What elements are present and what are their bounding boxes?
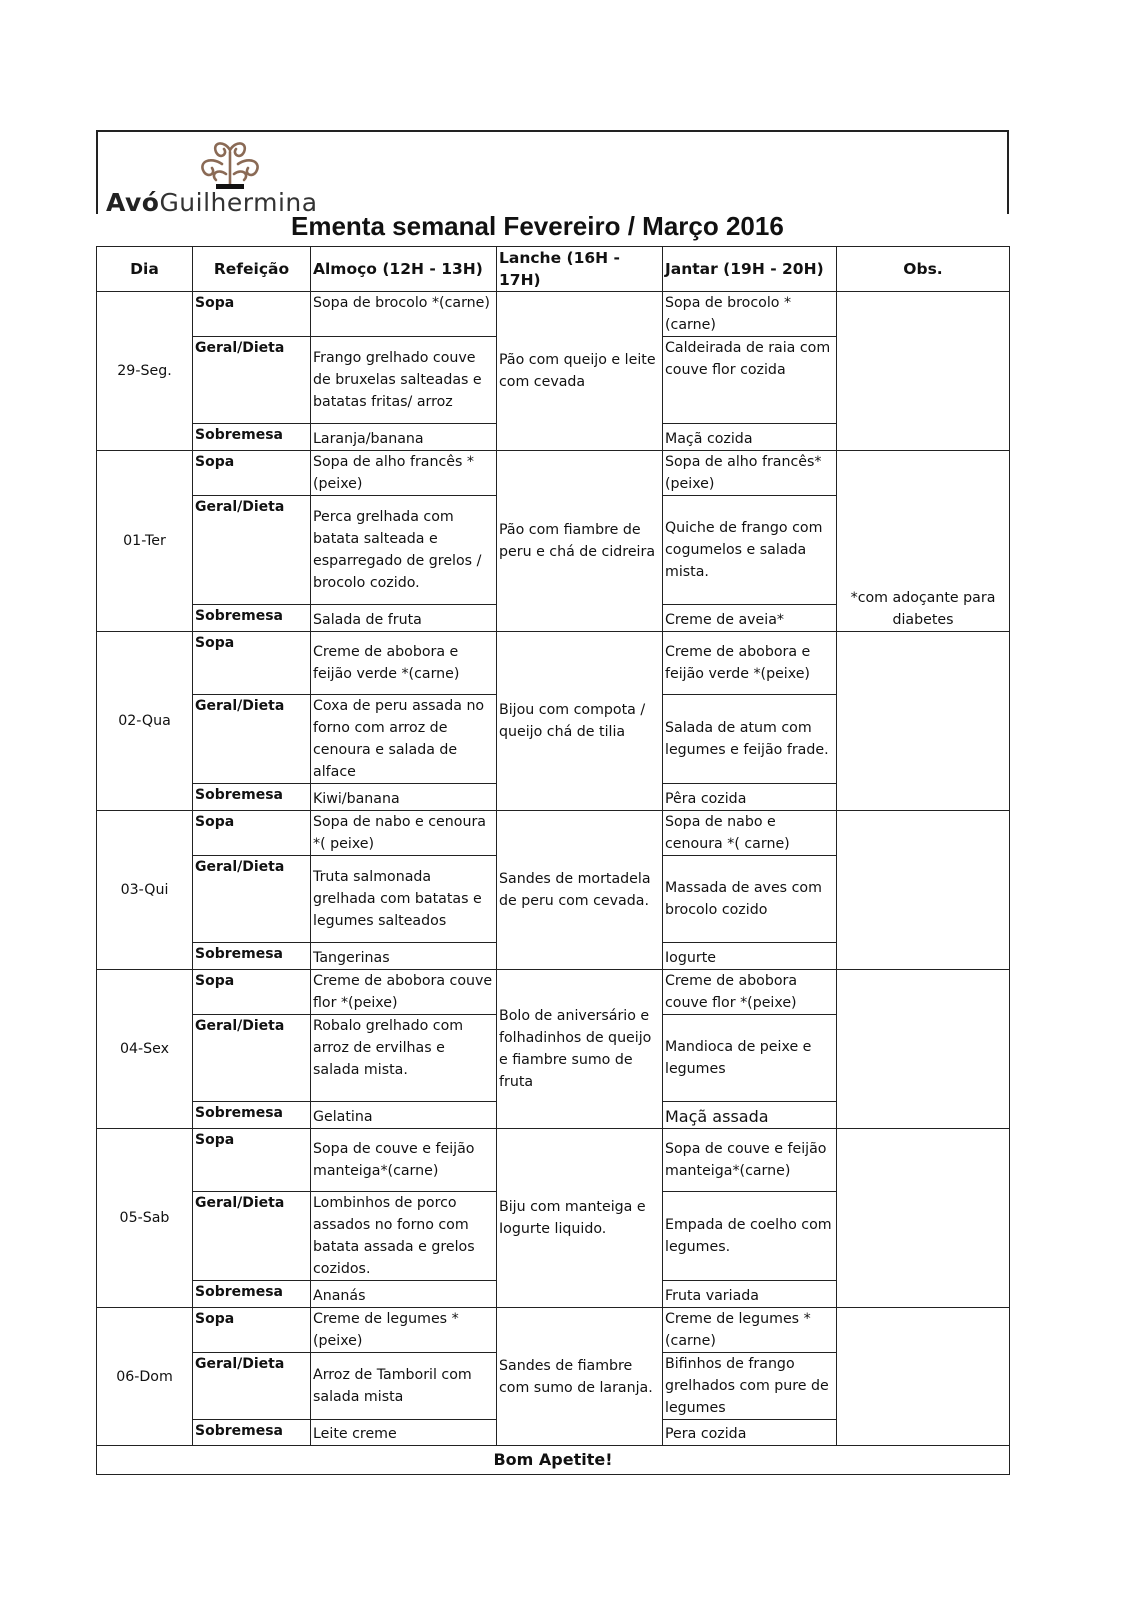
almoco-geral: Robalo grelhado com arroz de ervilhas e salada mista. (311, 1015, 497, 1102)
meal-label-sopa: Sopa (193, 632, 311, 695)
obs-cell (837, 811, 1010, 970)
brand-name (106, 188, 318, 217)
jantar-sopa: Creme de abobora e feijão verde *(peixe) (663, 632, 837, 695)
col-header-dia: Dia (97, 247, 193, 292)
day-cell: 05-Sab (97, 1129, 193, 1308)
almoco-sopa: Sopa de nabo e cenoura *( peixe) (311, 811, 497, 856)
header-box (96, 130, 1009, 217)
jantar-sobremesa: Pêra cozida (663, 784, 837, 811)
jantar-geral: Massada de aves com brocolo cozido (663, 856, 837, 943)
table-row (97, 1308, 1010, 1353)
lanche-cell: Bijou com compota / queijo chá de tilia (497, 632, 663, 811)
almoco-sobremesa: Tangerinas (311, 943, 497, 970)
obs-cell (837, 292, 1010, 451)
brand-logo (106, 138, 356, 216)
jantar-geral: Empada de coelho com legumes. (663, 1192, 837, 1281)
meal-label-sopa: Sopa (193, 811, 311, 856)
day-cell: 04-Sex (97, 970, 193, 1129)
meal-label-sopa: Sopa (193, 292, 311, 337)
menu-table (96, 246, 1010, 1475)
meal-label-geral: Geral/Dieta (193, 695, 311, 784)
almoco-geral: Perca grelhada com batata salteada e esparregado de grelos / brocolo cozido. (311, 496, 497, 605)
menu-sheet (96, 130, 1009, 1478)
almoco-geral: Frango grelhado couve de bruxelas salteadas e batatas fritas/ arroz (311, 337, 497, 424)
meal-label-geral: Geral/Dieta (193, 856, 311, 943)
almoco-sobremesa: Salada de fruta (311, 605, 497, 632)
almoco-sobremesa: Ananás (311, 1281, 497, 1308)
brand-name-light: Guilhermina (159, 188, 318, 217)
meal-label-sobremesa: Sobremesa (193, 424, 311, 451)
jantar-geral: Salada de atum com legumes e feijão frade. (663, 695, 837, 784)
almoco-sobremesa: Kiwi/banana (311, 784, 497, 811)
jantar-sopa: Sopa de couve e feijão manteiga*(carne) (663, 1129, 837, 1192)
jantar-sobremesa: Maçã assada (663, 1102, 837, 1129)
jantar-geral: Bifinhos de frango grelhados com pure de legumes (663, 1353, 837, 1420)
meal-label-geral: Geral/Dieta (193, 337, 311, 424)
meal-label-sobremesa: Sobremesa (193, 784, 311, 811)
almoco-sopa: Creme de abobora e feijão verde *(carne) (311, 632, 497, 695)
day-cell: 29-Seg. (97, 292, 193, 451)
day-cell: 02-Qua (97, 632, 193, 811)
lanche-cell: Pão com fiambre de peru e chá de cidreira (497, 451, 663, 632)
table-row (97, 811, 1010, 856)
jantar-sobremesa: Creme de aveia* (663, 605, 837, 632)
col-header-refeicao: Refeição (193, 247, 311, 292)
brand-name-bold: Avó (106, 188, 160, 217)
meal-label-geral: Geral/Dieta (193, 496, 311, 605)
almoco-geral: Truta salmonada grelhada com batatas e legumes salteados (311, 856, 497, 943)
almoco-sopa: Sopa de brocolo *(carne) (311, 292, 497, 337)
meal-label-sopa: Sopa (193, 451, 311, 496)
meal-label-sobremesa: Sobremesa (193, 605, 311, 632)
meal-label-geral: Geral/Dieta (193, 1192, 311, 1281)
footer-row (97, 1446, 1010, 1475)
tree-logo-icon (190, 138, 270, 190)
obs-cell: *com adoçante para diabetes (837, 451, 1010, 632)
table-row (97, 451, 1010, 496)
jantar-geral: Mandioca de peixe e legumes (663, 1015, 837, 1102)
jantar-sopa: Creme de legumes *(carne) (663, 1308, 837, 1353)
col-header-lanche: Lanche (16H - 17H) (497, 247, 663, 292)
meal-label-sobremesa: Sobremesa (193, 1102, 311, 1129)
almoco-sopa: Creme de legumes *(peixe) (311, 1308, 497, 1353)
table-row (97, 632, 1010, 695)
day-cell: 03-Qui (97, 811, 193, 970)
almoco-geral: Lombinhos de porco assados no forno com batata assada e grelos cozidos. (311, 1192, 497, 1281)
almoco-sobremesa: Laranja/banana (311, 424, 497, 451)
obs-cell (837, 970, 1010, 1129)
meal-label-geral: Geral/Dieta (193, 1015, 311, 1102)
jantar-sobremesa: Fruta variada (663, 1281, 837, 1308)
table-row (97, 292, 1010, 337)
jantar-sobremesa: Iogurte (663, 943, 837, 970)
almoco-sopa: Sopa de couve e feijão manteiga*(carne) (311, 1129, 497, 1192)
lanche-cell: Bolo de aniversário e folhadinhos de queijo e fiambre sumo de fruta (497, 970, 663, 1129)
jantar-sobremesa: Pera cozida (663, 1420, 837, 1446)
col-header-jantar: Jantar (19H - 20H) (663, 247, 837, 292)
jantar-sobremesa: Maçã cozida (663, 424, 837, 451)
lanche-cell: Sandes de fiambre com sumo de laranja. (497, 1308, 663, 1446)
almoco-geral: Arroz de Tamboril com salada mista (311, 1353, 497, 1420)
meal-label-sopa: Sopa (193, 1308, 311, 1353)
meal-label-geral: Geral/Dieta (193, 1353, 311, 1420)
jantar-geral: Caldeirada de raia com couve flor cozida (663, 337, 837, 424)
almoco-sobremesa: Leite creme (311, 1420, 497, 1446)
table-row (97, 1129, 1010, 1192)
almoco-sobremesa: Gelatina (311, 1102, 497, 1129)
almoco-sopa: Sopa de alho francês *(peixe) (311, 451, 497, 496)
meal-label-sobremesa: Sobremesa (193, 943, 311, 970)
col-header-obs: Obs. (837, 247, 1010, 292)
jantar-sopa: Sopa de nabo e cenoura *( carne) (663, 811, 837, 856)
day-cell: 01-Ter (97, 451, 193, 632)
meal-label-sobremesa: Sobremesa (193, 1281, 311, 1308)
meal-label-sopa: Sopa (193, 1129, 311, 1192)
meal-label-sopa: Sopa (193, 970, 311, 1015)
jantar-sopa: Sopa de brocolo *(carne) (663, 292, 837, 337)
jantar-sopa: Sopa de alho francês*(peixe) (663, 451, 837, 496)
almoco-sopa: Creme de abobora couve flor *(peixe) (311, 970, 497, 1015)
almoco-geral: Coxa de peru assada no forno com arroz de cenoura e salada de alface (311, 695, 497, 784)
jantar-geral: Quiche de frango com cogumelos e salada mista. (663, 496, 837, 605)
day-cell: 06-Dom (97, 1308, 193, 1446)
lanche-cell: Pão com queijo e leite com cevada (497, 292, 663, 451)
meal-label-sobremesa: Sobremesa (193, 1420, 311, 1446)
obs-cell (837, 632, 1010, 811)
obs-cell (837, 1308, 1010, 1446)
col-header-almoco: Almoço (12H - 13H) (311, 247, 497, 292)
header-row (97, 247, 1010, 292)
lanche-cell: Biju com manteiga e Iogurte liquido. (497, 1129, 663, 1308)
table-row (97, 970, 1010, 1015)
obs-cell (837, 1129, 1010, 1308)
lanche-cell: Sandes de mortadela de peru com cevada. (497, 811, 663, 970)
jantar-sopa: Creme de abobora couve flor *(peixe) (663, 970, 837, 1015)
page-title: Ementa semanal Fevereiro / Março 2016 (291, 211, 784, 241)
footer-message: Bom Apetite! (97, 1446, 1010, 1475)
